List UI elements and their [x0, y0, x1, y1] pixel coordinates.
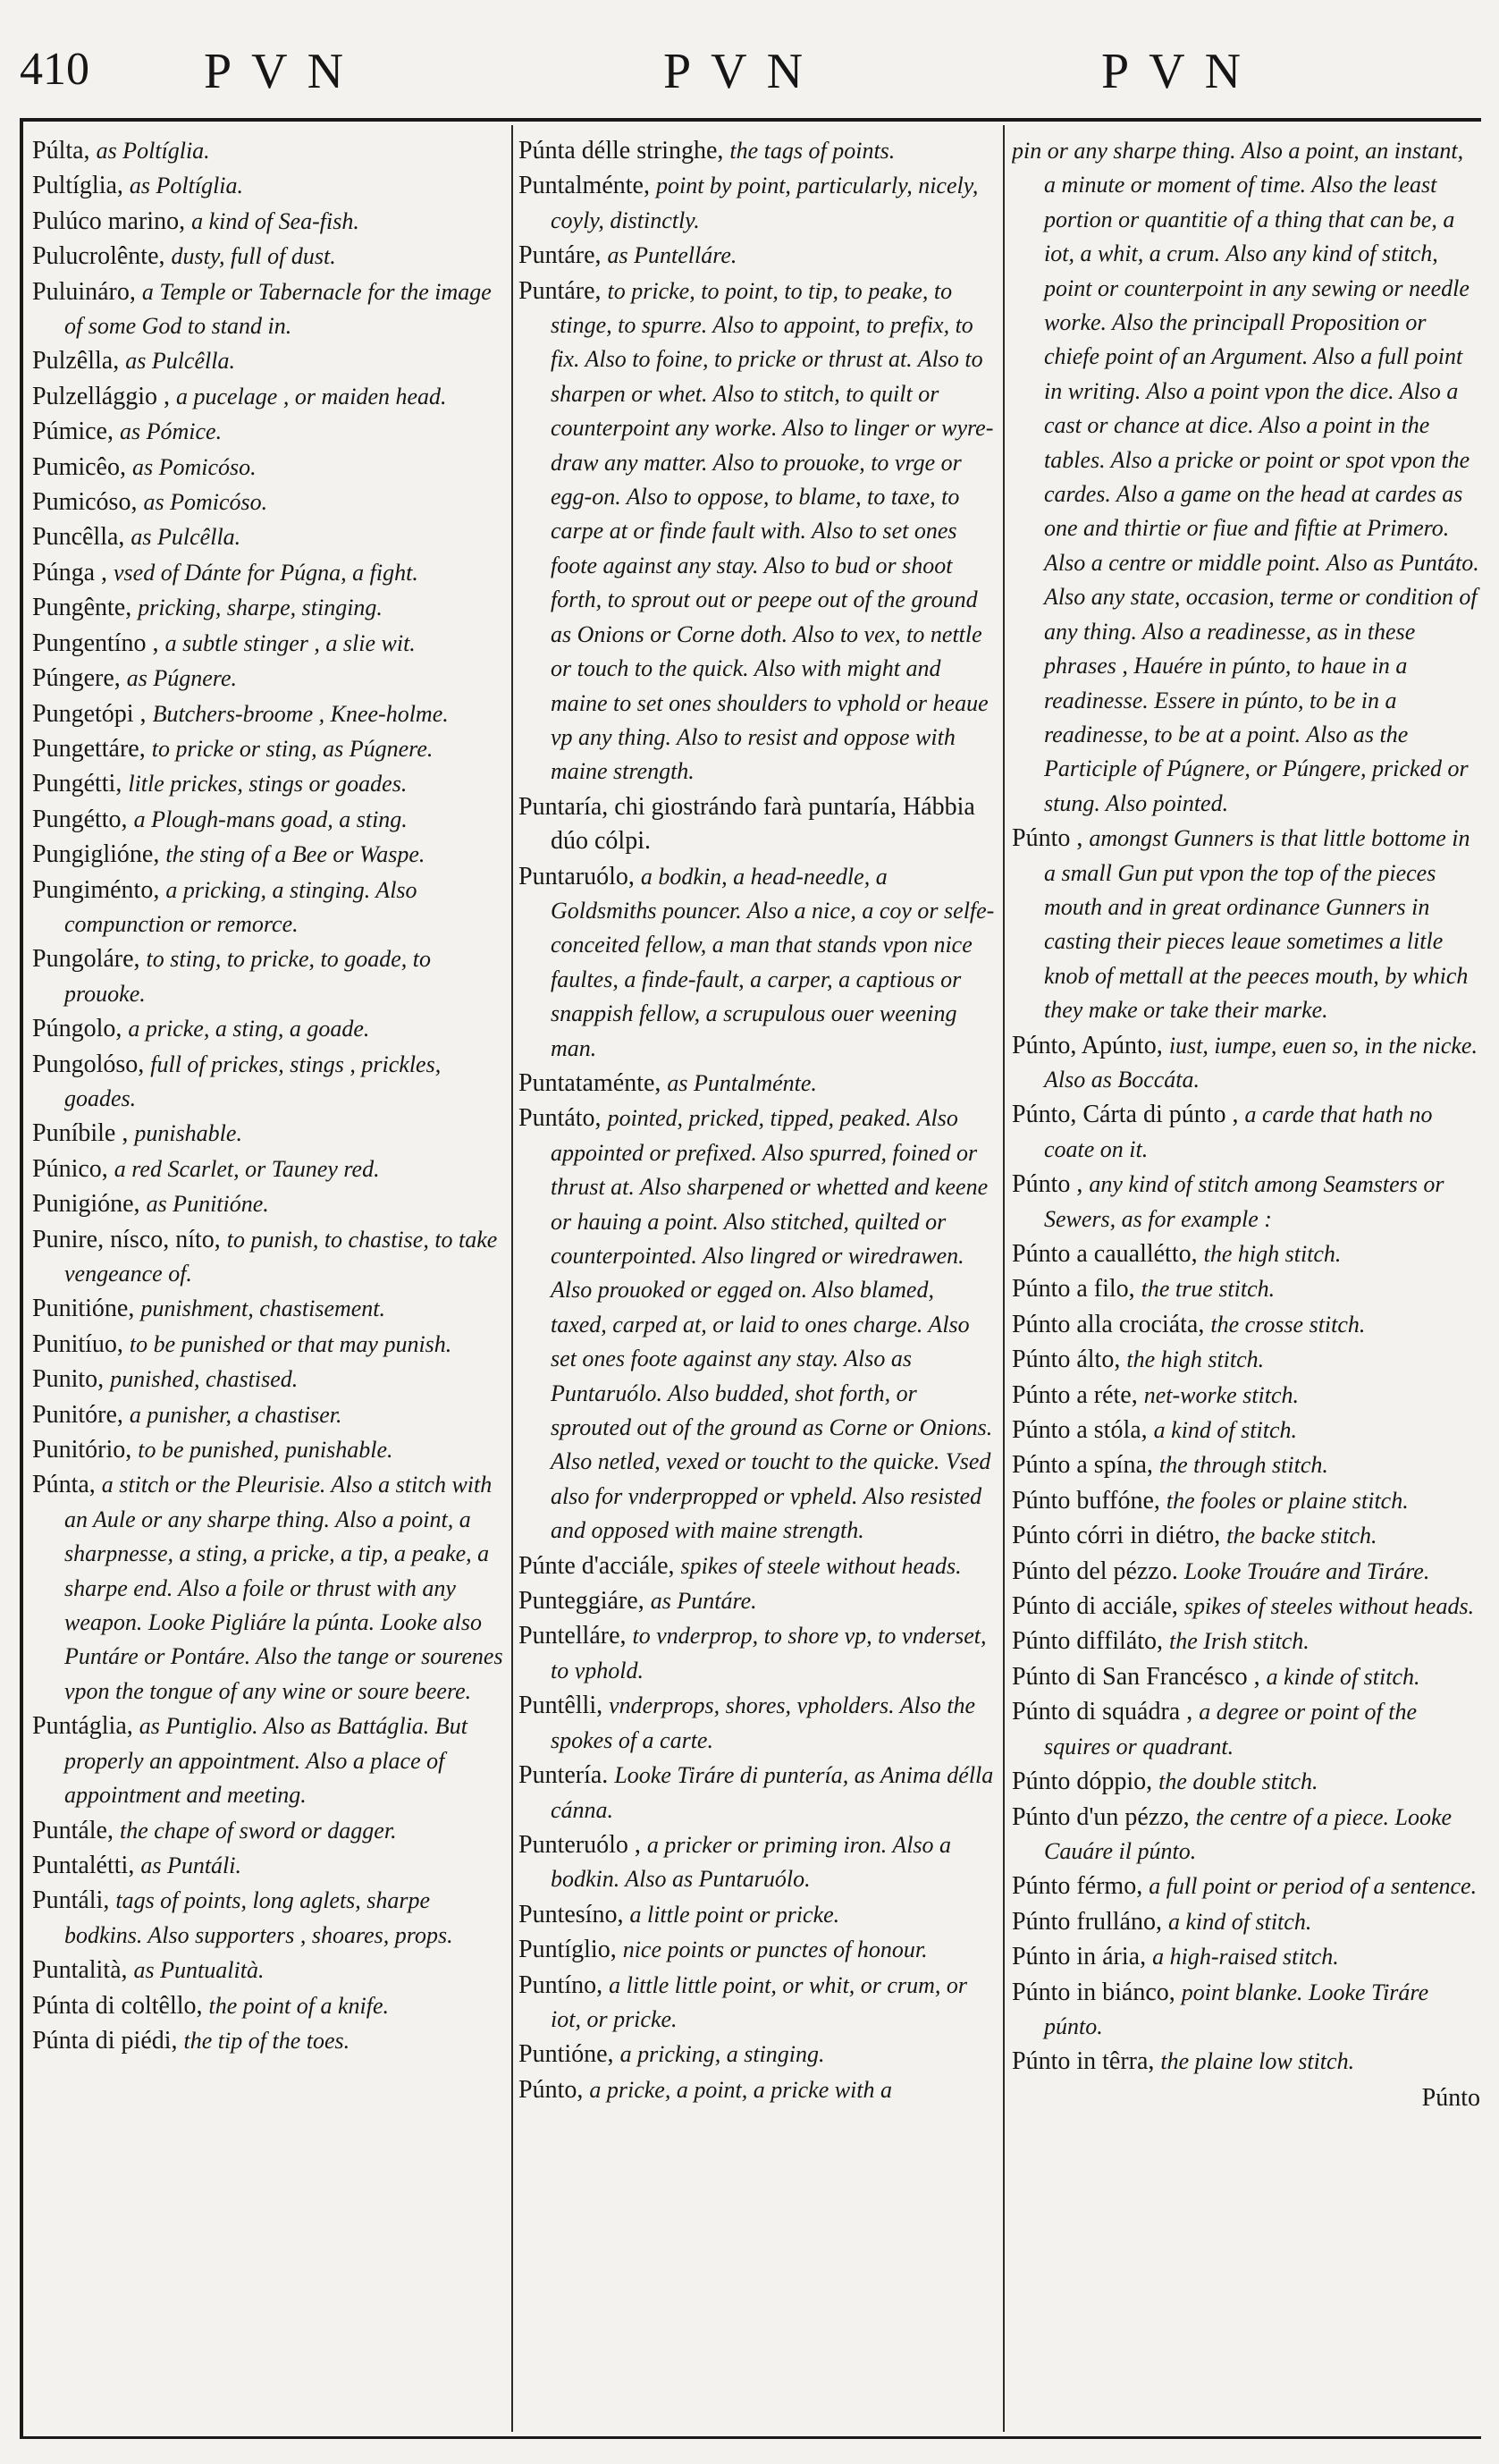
dictionary-entry	[32, 134, 504, 168]
column-3	[1012, 134, 1480, 2421]
entry-definition: as Púgnere.	[126, 665, 237, 692]
dictionary-entry	[1012, 1801, 1480, 1869]
dictionary-entry	[32, 1223, 504, 1292]
entry-definition: the high stitch.	[1126, 1346, 1265, 1373]
dictionary-entry	[1012, 1413, 1480, 1447]
dictionary-entry	[32, 520, 504, 554]
entry-definition: the crosse stitch.	[1210, 1311, 1366, 1337]
entry-definition: net-worke stitch.	[1143, 1381, 1300, 1408]
dictionary-entry	[1012, 134, 1480, 821]
dictionary-entry	[32, 556, 504, 590]
dictionary-entry	[1012, 1237, 1480, 1271]
dictionary-entry	[1012, 1555, 1480, 1589]
entry-headword: Púnto diffiláto,	[1012, 1627, 1164, 1656]
entry-definition: any kind of stitch among Seamsters or Sewers, as for example :	[1044, 1171, 1444, 1232]
entry-headword: Púnto ,	[1012, 824, 1083, 853]
entry-definition: to pricke or sting, as Púgnere.	[151, 735, 434, 762]
entry-definition: punishment, chastisement.	[140, 1295, 386, 1322]
entry-definition: as Puntáre.	[650, 1588, 757, 1615]
dictionary-entry	[1012, 1308, 1480, 1342]
entry-headword: Puntáglia,	[32, 1712, 133, 1741]
entry-headword: Puntataménte,	[518, 1068, 661, 1097]
entry-headword: Pungétti,	[32, 770, 122, 798]
entry-headword: Púnte d'acciále,	[518, 1551, 675, 1580]
dictionary-entry	[1012, 1765, 1480, 1799]
entry-headword: Pumicêo,	[32, 452, 126, 481]
dictionary-entry	[518, 790, 996, 859]
entry-headword: Puluináro,	[32, 277, 136, 306]
entry-definition: pricking, sharpe, stinging.	[138, 595, 383, 621]
dictionary-entry	[32, 485, 504, 519]
entry-definition: the double stitch.	[1158, 1768, 1318, 1795]
entry-headword: Púnto álto,	[1012, 1346, 1121, 1374]
entry-definition: Looke Tiráre di puntería, as Anima délla cánna.	[551, 1762, 994, 1823]
entry-headword: Puntáli,	[32, 1886, 110, 1915]
column-2	[518, 134, 996, 2421]
dictionary-entry	[32, 1012, 504, 1046]
dictionary-entry	[518, 860, 996, 1066]
entry-definition: a kinde of stitch.	[1266, 1663, 1420, 1690]
dictionary-entry	[1012, 1869, 1480, 1903]
entry-definition: spikes of steele without heads.	[680, 1552, 962, 1579]
dictionary-entry	[32, 1292, 504, 1326]
entry-headword: Puntióne,	[518, 2040, 614, 2069]
entry-headword: Púnto a stóla,	[1012, 1416, 1148, 1445]
entry-definition: to vnderprop, to shore vp, to vnderset, to vphold.	[551, 1623, 987, 1683]
dictionary-entry	[32, 275, 504, 344]
entry-headword: Púnto, Cárta di púnto ,	[1012, 1101, 1239, 1129]
dictionary-entry	[518, 1933, 996, 1967]
entry-definition: a bodkin, a head-needle, a Goldsmiths pouncer. Also a nice, a coy or selfe-conceited fellow, a man that stands vpon nice faultes, a finde-fault, a carper, a captious or snappish fellow, a scrupulous ouer weening man.	[551, 863, 995, 1061]
dictionary-entry	[518, 1828, 996, 1897]
dictionary-entry	[1012, 1940, 1480, 1974]
entry-headword: Pungênte,	[32, 594, 132, 622]
entry-headword: Púnto in biánco,	[1012, 1978, 1175, 2006]
entry-headword: Pultíglia,	[32, 172, 123, 200]
dictionary-entry	[518, 1898, 996, 1932]
entry-definition: as Pomicóso.	[143, 489, 268, 516]
dictionary-entry	[1012, 1168, 1480, 1236]
dictionary-entry	[518, 1759, 996, 1827]
entry-definition: the true stitch.	[1141, 1276, 1276, 1303]
entry-definition: a punisher, a chastiser.	[129, 1401, 342, 1428]
entry-headword: Pungiménto,	[32, 875, 160, 904]
dictionary-entry	[32, 662, 504, 696]
entry-headword: Puntíno,	[518, 1970, 603, 1999]
entry-definition: a subtle stinger , a slie wit.	[164, 629, 416, 656]
entry-definition: spikes of steeles without heads.	[1183, 1593, 1475, 1620]
dictionary-entry	[32, 627, 504, 661]
entry-headword: Pungettáre,	[32, 734, 146, 763]
entry-headword: Punitióne,	[32, 1295, 135, 1323]
dictionary-entry	[1012, 1272, 1480, 1306]
entry-headword: Puntíglio,	[518, 1936, 617, 1964]
dictionary-entry	[32, 767, 504, 801]
entry-definition: to punish, to chastise, to take vengeance of.	[64, 1226, 498, 1287]
entry-definition: to be punished or that may punish.	[129, 1330, 452, 1357]
dictionary-entry	[518, 1689, 996, 1758]
entry-definition: as Poltíglia.	[129, 173, 244, 199]
dictionary-entry	[32, 838, 504, 872]
entry-headword: Púnga ,	[32, 558, 107, 586]
entry-headword: Pungolóso,	[32, 1050, 145, 1078]
entry-headword: Puntalétti,	[32, 1851, 135, 1879]
entry-definition: a pricking, a stinging. Also compunction or remorce.	[64, 876, 417, 937]
dictionary-entry	[518, 169, 996, 238]
dictionary-entry	[32, 415, 504, 449]
entry-headword: Púnto ,	[1012, 1170, 1083, 1199]
entry-headword: Púngolo,	[32, 1015, 122, 1043]
entry-headword: Púnto di squádra ,	[1012, 1698, 1193, 1726]
entry-headword: Púnto,	[518, 2075, 584, 2104]
dictionary-entry	[32, 240, 504, 274]
dictionary-entry	[1012, 1098, 1480, 1167]
entry-definition: the chape of sword or dagger.	[120, 1817, 397, 1844]
entry-definition: the through stitch.	[1158, 1452, 1328, 1479]
entry-definition: a little point or pricke.	[629, 1901, 840, 1928]
dictionary-entry	[32, 1433, 504, 1467]
entry-headword: Puntáto,	[518, 1104, 602, 1133]
dictionary-entry	[1012, 1905, 1480, 1939]
dictionary-entry	[1012, 1624, 1480, 1658]
dictionary-entry	[32, 205, 504, 239]
entry-definition: the Irish stitch.	[1169, 1628, 1310, 1655]
entry-definition: as Pómice.	[120, 418, 223, 445]
entry-headword: Púnico,	[32, 1154, 108, 1183]
entry-definition: a kind of stitch.	[1153, 1417, 1297, 1444]
entry-definition: litle prickes, stings or goades.	[128, 771, 408, 797]
entry-headword: Punitóre,	[32, 1400, 123, 1429]
entry-headword: Púnto alla crociáta,	[1012, 1310, 1205, 1338]
dictionary-entry	[518, 1584, 996, 1618]
entry-definition: Looke Trouáre and Tiráre.	[1183, 1557, 1430, 1584]
entry-definition: a full point or period of a sentence.	[1149, 1873, 1478, 1900]
entry-definition: a Temple or Tabernacle for the image of some God to stand in.	[64, 278, 492, 340]
dictionary-entry	[32, 1468, 504, 1709]
page-number: 410	[20, 44, 89, 95]
running-head-center: PVN	[663, 44, 823, 99]
entry-headword: Punteruólo ,	[518, 1830, 641, 1859]
entry-definition: as Puntalménte.	[667, 1069, 817, 1096]
dictionary-entry	[518, 274, 996, 789]
entry-headword: Puntesíno,	[518, 1900, 624, 1928]
entry-definition: a kind of stitch.	[1168, 1908, 1312, 1935]
dictionary-entry	[1012, 1519, 1480, 1553]
entry-headword: Púnto férmo,	[1012, 1872, 1143, 1901]
entry-headword: Púnto in têrra,	[1012, 2047, 1155, 2076]
entry-headword: Púnto in ária,	[1012, 1943, 1147, 1971]
dictionary-entry	[1012, 822, 1480, 1027]
dictionary-entry	[32, 1187, 504, 1221]
entry-headword: Punito,	[32, 1365, 105, 1394]
entry-definition: to sting, to pricke, to goade, to prouoke.	[64, 946, 431, 1007]
entry-definition: a pricker or priming iron. Also a bodkin. Also as Puntaruólo.	[551, 1831, 952, 1893]
entry-definition: the high stitch.	[1203, 1241, 1342, 1267]
dictionary-entry	[1012, 1590, 1480, 1624]
dictionary-entry	[32, 591, 504, 625]
running-head-left: PVN	[204, 44, 364, 99]
entry-headword: Puntaría, chi giostrándo farà puntaría, Hábbia dúo cólpi.	[518, 792, 975, 856]
entry-definition: as Pomicóso.	[132, 453, 257, 480]
entry-definition: as Pulcêlla.	[125, 348, 235, 375]
dictionary-entry	[32, 1953, 504, 1987]
dictionary-entry	[1012, 1343, 1480, 1377]
entry-definition: the fooles or plaine stitch.	[1166, 1487, 1409, 1514]
entry-definition: the sting of a Bee or Waspe.	[165, 841, 425, 868]
bottom-rule	[20, 2436, 1481, 2439]
dictionary-entry	[518, 1619, 996, 1688]
entry-definition: the backe stitch.	[1226, 1523, 1377, 1549]
entry-definition: full of prickes, stings , prickles, goades.	[64, 1051, 442, 1111]
entry-definition: dusty, full of dust.	[171, 243, 336, 270]
entry-headword: Pungétto,	[32, 805, 128, 833]
entry-headword: Púnto buffóne,	[1012, 1486, 1160, 1515]
entry-definition: a high-raised stitch.	[1152, 1944, 1339, 1970]
entry-definition: a degree or point of the squires or quadrant.	[1044, 1699, 1418, 1759]
dictionary-entry	[32, 1152, 504, 1186]
entry-headword: Púngere,	[32, 664, 121, 693]
entry-headword: Púnto, Apúnto,	[1012, 1031, 1163, 1059]
entry-headword: Puntalménte,	[518, 172, 650, 200]
entry-headword: Puntalità,	[32, 1956, 128, 1985]
column-1	[32, 134, 504, 2421]
running-head-right: PVN	[1101, 44, 1261, 99]
entry-headword: Pulúco marino,	[32, 207, 186, 235]
dictionary-entry	[32, 344, 504, 378]
entry-definition: the tags of points.	[729, 138, 896, 164]
entry-definition: a Plough-mans goad, a sting.	[133, 806, 408, 832]
column-divider	[511, 125, 513, 2432]
entry-definition: to be punished, punishable.	[138, 1437, 393, 1464]
entry-headword: Púnto di San Francésco ,	[1012, 1662, 1260, 1691]
entry-headword: Púnto dóppio,	[1012, 1768, 1153, 1796]
entry-headword: Púlta,	[32, 137, 90, 165]
column-divider	[1003, 125, 1005, 2432]
dictionary-entry	[518, 1101, 996, 1548]
entry-headword: Puntaruólo,	[518, 862, 635, 890]
entry-definition: a carde that hath no coate on it.	[1044, 1101, 1433, 1162]
entry-headword: Pumicóso,	[32, 488, 138, 517]
dictionary-entry	[32, 380, 504, 414]
dictionary-entry	[32, 697, 504, 731]
entry-headword: Púnta délle stringhe,	[518, 137, 724, 165]
entry-headword: Pungiglióne,	[32, 840, 160, 869]
entry-definition: a red Scarlet, or Tauney red.	[114, 1155, 380, 1182]
entry-headword: Puntále,	[32, 1816, 114, 1844]
entry-headword: Púmice,	[32, 418, 114, 446]
entry-headword: Púnta di coltêllo,	[32, 1991, 203, 2020]
entry-headword: Pungentíno ,	[32, 629, 159, 657]
entry-definition: a pricke, a sting, a goade.	[128, 1016, 370, 1042]
dictionary-entry	[32, 1989, 504, 2023]
dictionary-entry	[32, 1849, 504, 1883]
entry-definition: Butchers-broome , Knee-holme.	[152, 700, 449, 727]
entry-definition: as Puntiglio. Also as Battáglia. But properly an appointment. Also a place of appointment and meeting.	[64, 1713, 467, 1809]
dictionary-entry	[1012, 1695, 1480, 1764]
dictionary-entry	[32, 1048, 504, 1117]
dictionary-entry	[518, 1969, 996, 2038]
entry-definition: the tip of the toes.	[183, 2027, 350, 2054]
entry-definition: amongst Gunners is that little bottome in a small Gun put vpon the top of the pieces mouth and in great ordinance Gunners in casting their pieces leaue sometimes a litle knob of mettall at the peeces mouth, by which they make or take their marke.	[1044, 825, 1470, 1024]
entry-definition: a pucelage , or maiden head.	[175, 383, 447, 409]
entry-headword: Púnto a réte,	[1012, 1380, 1138, 1409]
entry-headword: Púnto a cauallétto,	[1012, 1240, 1198, 1268]
dictionary-entry	[1012, 1660, 1480, 1694]
dictionary-entry	[32, 873, 504, 942]
dictionary-entry	[32, 1709, 504, 1812]
entry-definition: vnderprops, shores, vpholders. Also the spokes of a carte.	[551, 1692, 976, 1753]
entry-definition: as Punitióne.	[146, 1191, 269, 1218]
entry-definition: nice points or punctes of honour.	[622, 1937, 928, 1963]
entry-headword: Púnto a filo,	[1012, 1275, 1135, 1304]
entry-headword: Pungetópi ,	[32, 699, 147, 728]
dictionary-entry	[518, 2038, 996, 2072]
dictionary-entry	[1012, 2045, 1480, 2079]
entry-headword: Púnta,	[32, 1471, 96, 1499]
entry-headword: Pulzellággio ,	[32, 382, 170, 410]
entry-definition: a kind of Sea-fish.	[191, 207, 359, 234]
entry-headword: Punire, nísco, níto,	[32, 1225, 221, 1253]
entry-definition: as Poltíglia.	[96, 138, 210, 164]
entry-definition: a pricking, a stinging.	[619, 2041, 825, 2068]
entry-definition: as Puntelláre.	[607, 242, 737, 269]
entry-definition: to pricke, to point, to tip, to peake, to stinge, to spurre. Also to appoint, to prefix, to fix. Also to foine, to pricke or thrust at. Also to sharpen or whet. Also to stitch, to quilt or counterpoint any worke. Also to linger or wyre-draw any matter. Also to prouoke, to vrge or egg-on. Also to oppose, to blame, to taxe, to carpe at or finde fault with. Also to set ones foote against any stay. Also to bud or shoot forth, to sprout out or peepe out of the ground as Onions or Corne doth. Also to vex, to nettle or touch to the quick. Also with might and maine to set ones shoulders to vphold or heaue vp any thing. Also to resist and oppose with maine strength.	[551, 277, 994, 785]
entry-headword: Punteggiáre,	[518, 1587, 644, 1616]
entry-headword: Puntería.	[518, 1761, 609, 1790]
dictionary-entry	[32, 169, 504, 203]
left-rule	[20, 118, 23, 2438]
entry-headword: Punitíuo,	[32, 1329, 123, 1358]
entry-headword: Púnto a spína,	[1012, 1451, 1153, 1480]
top-rule	[20, 118, 1481, 122]
dictionary-entry	[32, 732, 504, 766]
dictionary-entry	[1012, 1448, 1480, 1482]
entry-definition: as Puntualità.	[133, 1957, 265, 1984]
dictionary-entry	[518, 239, 996, 273]
entry-definition: as Pulcêlla.	[131, 524, 241, 551]
entry-headword: Punitório,	[32, 1436, 132, 1464]
entry-definition: a little little point, or whit, or crum, or iot, or pricke.	[551, 1971, 967, 2032]
dictionary-entry	[1012, 1976, 1480, 2045]
dictionary-entry	[518, 2073, 996, 2107]
entry-headword: Punigióne,	[32, 1190, 140, 1219]
entry-headword: Púnto del pézzo.	[1012, 1557, 1178, 1585]
dictionary-entry	[1012, 1029, 1480, 1098]
entry-definition: pin or any sharpe thing. Also a point, an instant, a minute or moment of time. Also the least portion or quantitie of a thing that can be, a iot, a whit, a crum. Also any kind of stitch, point or counterpoint in any sewing or needle worke. Also the principall Proposition or chiefe point of an Argument. Also a full point in writing. Also a point vpon the dice. Also a cast or chance at dice. Also a point in the tables. Also a pricke or point or spot vpon the cardes. Also a game on the head at cardes as one and thirtie or fiue and fiftie at Primero. Also a centre or middle point. Also as Puntáto. Also any state, occasion, terme or condition of any thing. Also a readinesse, as in these phrases , Hauére in púnto, to haue in a readinesse. Essere in púnto, to be in a readinesse, to be at a point. Also as the Participle of Púgnere, or Púngere, pricked or stung. Also pointed.	[1012, 138, 1479, 816]
dictionary-entry	[32, 1814, 504, 1848]
entry-headword: Púnto córri in diétro,	[1012, 1522, 1221, 1550]
dictionary-entry	[32, 1117, 504, 1151]
entry-headword: Puntêlli,	[518, 1692, 603, 1720]
dictionary-entry	[32, 1363, 504, 1397]
entry-definition: a pricke, a point, a pricke with a	[589, 2076, 893, 2103]
entry-headword: Pungoláre,	[32, 945, 140, 974]
entry-definition: vsed of Dánte for Púgna, a fight.	[114, 559, 418, 586]
dictionary-entry	[518, 134, 996, 168]
entry-definition: iust, iumpe, euen so, in the nicke. Also as Boccáta.	[1044, 1032, 1478, 1093]
entry-headword: Púnto di acciále,	[1012, 1592, 1178, 1621]
entry-headword: Puntelláre,	[518, 1622, 627, 1650]
entry-headword: Púnta di piédi,	[32, 2026, 178, 2055]
dictionary-entry	[32, 942, 504, 1011]
entry-headword: Puníbile ,	[32, 1119, 129, 1148]
catchword: Púnto	[1421, 2083, 1480, 2112]
dictionary-entry	[32, 2024, 504, 2058]
dictionary-entry	[32, 1328, 504, 1362]
entry-definition: point by point, particularly, nicely, coyly, distinctly.	[551, 173, 979, 233]
dictionary-entry	[32, 1398, 504, 1432]
entry-headword: Pulzêlla,	[32, 347, 120, 376]
entry-definition: point blanke. Looke Tiráre púnto.	[1044, 1979, 1429, 2039]
entry-headword: Púnto d'un pézzo,	[1012, 1802, 1190, 1831]
entry-definition: punished, chastised.	[110, 1366, 299, 1393]
entry-definition: tags of points, long aglets, sharpe bodkins. Also supporters , shoares, props.	[64, 1887, 453, 1948]
dictionary-entry	[518, 1067, 996, 1101]
entry-headword: Puntáre,	[518, 241, 602, 270]
entry-definition: punishable.	[134, 1120, 242, 1147]
entry-definition: pointed, pricked, tipped, peaked. Also appointed or prefixed. Also spurred, foined or thrust at. Also sharpened or whetted and keene or hauing a point. Also stitched, quilted or counterpointed. Also lingred or wiredrawen. Also prouoked or egged on. Also blamed, taxed, carped at, or laid to ones charge. Also set ones foote against any stay. Also as Puntaruólo. Also budded, shot forth, or sprouted out of the ground as Corne or Onions. Also netled, vexed or toucht to the quicke. Vsed also for vnderpropped or vpheld. Also resisted and opposed with maine strength.	[551, 1105, 993, 1544]
entry-definition: the centre of a piece. Looke Cauáre il púnto.	[1044, 1803, 1453, 1864]
dictionary-entry	[1012, 1379, 1480, 1413]
entry-definition: a stitch or the Pleurisie. Also a stitch with an Aule or any sharpe thing. Also a point, a sharpnesse, a sting, a pricke, a tip, a peake, a sharpe end. Also a foile or thrust with any weapon. Looke Pigliáre la púnta. Looke also Puntáre or Pontáre. Also the tange or sourenes vpon the tongue of any wine or soure beere.	[64, 1472, 503, 1704]
entry-definition: the point of a knife.	[208, 1992, 389, 2019]
dictionary-entry	[32, 803, 504, 837]
dictionary-entry	[32, 451, 504, 485]
entry-headword: Pulucrolênte,	[32, 242, 165, 271]
entry-definition: as Puntáli.	[140, 1852, 241, 1878]
entry-headword: Puntáre,	[518, 276, 602, 305]
dictionary-entry	[32, 1884, 504, 1953]
entry-headword: Puncêlla,	[32, 523, 125, 552]
dictionary-entry	[518, 1549, 996, 1583]
entry-definition: the plaine low stitch.	[1160, 2048, 1355, 2075]
entry-headword: Púnto frulláno,	[1012, 1907, 1162, 1936]
dictionary-entry	[1012, 1484, 1480, 1518]
